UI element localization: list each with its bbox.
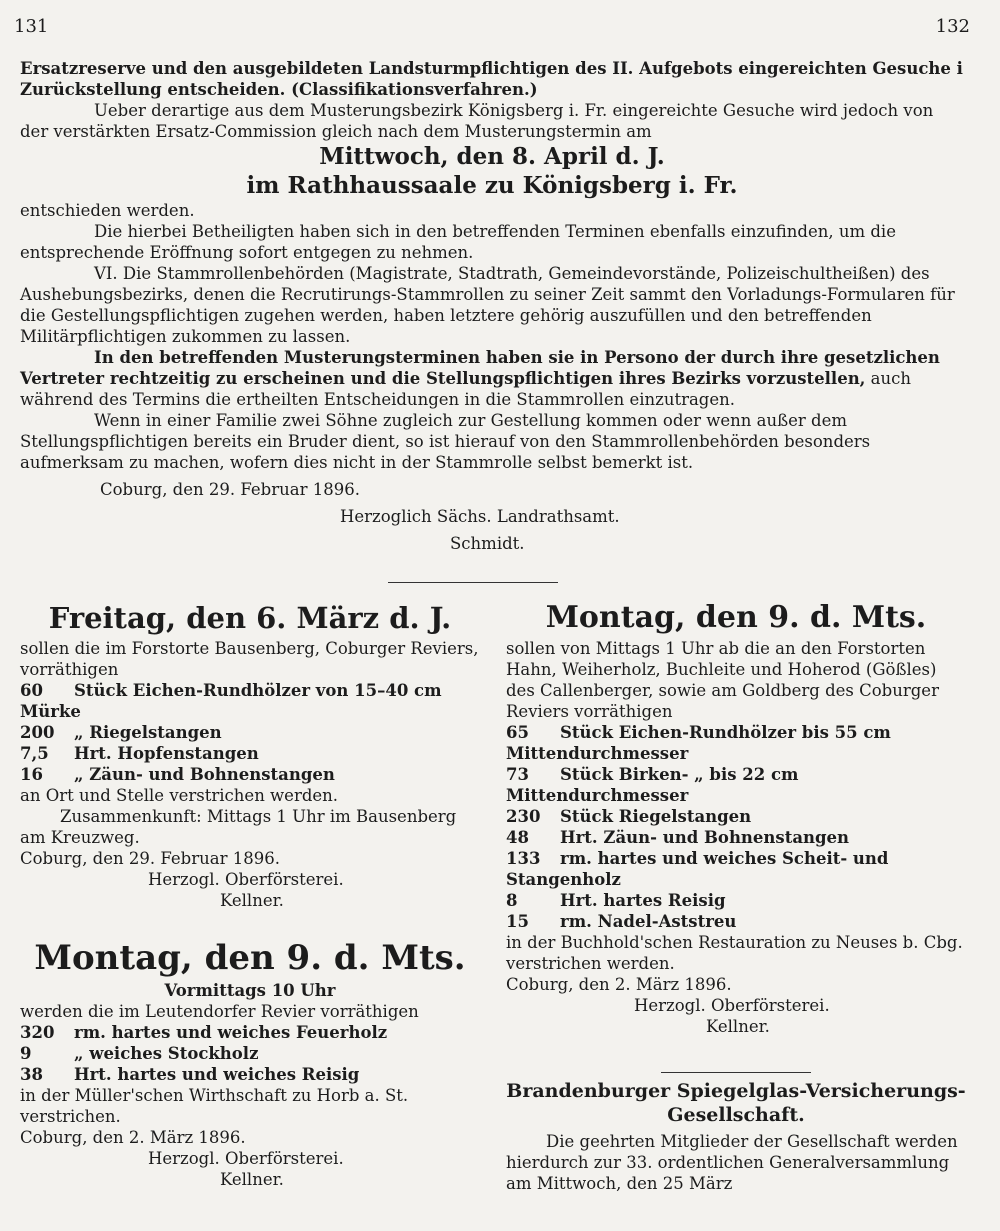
right-notice-1-item: 65 Stück Eichen-Rundhölzer bis 55 cm Mittendurchmesser [506,723,891,763]
right-notice-1-intro: sollen von Mittags 1 Uhr ab die an den Forstorten Hahn, Weiherholz, Buchleite und Hoherod (Gößles) des Callenberger, sowie am Goldberg des Coburger Reviers vorräthigen [506,639,939,721]
top-para4-rest: auch während des Termins die ertheilten Entscheidungen in die Stammrollen einzutragen. [20,369,912,409]
left-notice-1-meeting: Zusammenkunft: Mittags 1 Uhr im Bausenberg am Kreuzweg. [20,807,457,847]
left-notice-2-signature: Kellner. [220,1170,284,1189]
right-notice-2-text: Die geehrten Mitglieder der Gesellschaft werden hierdurch zur 33. ordentlichen Generalversammlung am Mittwoch, den 25 März [506,1132,958,1193]
page-number-left: 131 [14,16,49,37]
top-para4-bold: In den betreffenden Musterungsterminen haben sie in Persono der durch ihre gesetzlichen Vertreter rechtzeitig zu erscheinen und die Stellungspflichtigen ihres Bezirks vorzustellen, [20,348,940,388]
right-notice-1-authority: Herzogl. Oberförsterei. [634,996,830,1015]
right-notice-1-item: 8 Hrt. hartes Reisig [506,891,726,910]
left-notice-2 [20,936,480,1190]
left-notice-2-time: Vormittags 10 Uhr [164,981,336,1000]
left-notice-1-item: 7,5 Hrt. Hopfenstangen [20,744,259,763]
top-para4 [20,347,964,410]
right-notice-2-heading: Brandenburger Spiegelglas-Versicherungs-Gesellschaft. [506,1080,966,1126]
right-notice-1-item: 48 Hrt. Zäun- und Bohnenstangen [506,828,850,847]
left-notice-1-closing: an Ort und Stelle verstrichen werden. [20,786,339,805]
left-notice-2-authority: Herzogl. Oberförsterei. [148,1149,344,1168]
right-notice-1-closing: in der Buchhold'schen Restauration zu Neuses b. Cbg. verstrichen werden. [506,933,963,973]
top-dateline: Coburg, den 29. Februar 1896. [100,480,360,499]
left-notice-2-dateline: Coburg, den 2. März 1896. [20,1128,246,1147]
left-notice-1-intro: sollen die im Forstorte Bausenberg, Coburger Reviers, vorräthigen [20,639,479,679]
left-notice-2-heading: Montag, den 9. d. Mts. [34,938,466,978]
top-notice [20,58,964,554]
right-notice-1-signature: Kellner. [706,1017,770,1036]
top-signature: Schmidt. [450,534,525,553]
right-notice-1-item: 15 rm. Nadel-Aststreu [506,912,737,931]
top-place-line: im Rathhaussaale zu Königsberg i. Fr. [246,172,738,199]
top-para2: Die hierbei Betheiligten haben sich in den betreffenden Terminen ebenfalls einzufinden, um die entsprechende Eröffnung sofort entgegen zu nehmen. [20,222,896,262]
left-notice-1-item: 16 „ Zäun- und Bohnenstangen [20,765,335,784]
right-notice-1-heading: Montag, den 9. d. Mts. [545,600,927,635]
right-notice-1-item: 73 Stück Birken- „ bis 22 cm Mittendurchmesser [506,765,799,805]
left-notice-2-closing: in der Müller'schen Wirthschaft zu Horb a. St. verstrichen. [20,1086,409,1126]
right-notice-1 [506,598,966,1037]
left-notice-1-heading: Freitag, den 6. März d. J. [48,601,452,635]
left-notice-1-signature: Kellner. [220,891,284,910]
left-notice-2-intro: werden die im Leutendorfer Revier vorräthigen [20,1002,419,1021]
page-number-right: 132 [935,16,970,37]
top-date-line: Mittwoch, den 8. April d. J. [319,143,665,170]
right-notice-1-item: 133 rm. hartes und weiches Scheit- und Stangenholz [506,849,889,889]
right-notice-1-dateline: Coburg, den 2. März 1896. [506,975,732,994]
right-notice-1-item: 230 Stück Riegelstangen [506,807,752,826]
left-notice-1-item: 60 Stück Eichen-Rundhölzer von 15–40 cm Mürke [20,681,442,721]
top-para1: Ueber derartige aus dem Musterungsbezirk Königsberg i. Fr. eingereichte Gesuche wird jedoch von der verstärkten Ersatz-Commission gleich nach dem Musterungstermin am [20,101,934,141]
top-para3: VI. Die Stammrollenbehörden (Magistrate, Stadtrath, Gemeindevorstände, Polizeischultheißen) des Aushebungsbezirks, denen die Recrutirungs-Stammrollen zu seiner Zeit sammt den Vorladungs-Formularen für die Gestellungspflichtigen zugehen werden, haben letztere gehörig auszufüllen und den betreffenden Militärpflichtigen zukommen zu lassen. [20,264,955,346]
right-notice-2-divider [661,1072,811,1073]
top-line1: Ersatzreserve und den ausgebildeten Landsturmpflichtigen des II. Aufgebots eingereichten Gesuche i [20,59,963,78]
top-para5: Wenn in einer Familie zwei Söhne zugleich zur Gestellung kommen oder wenn außer dem Stellungspflichtigen bereits ein Bruder dient, so ist hierauf von den Stammrollenbehörden besonders aufmerksam zu machen, wofern dies nicht in der Stammrolle selbst bemerkt ist. [20,411,871,472]
top-decided: entschieden werden. [20,201,195,220]
section-divider [388,582,558,583]
left-notice-2-item: 320 rm. hartes und weiches Feuerholz [20,1023,388,1042]
left-notice-1 [20,598,480,911]
left-notice-1-dateline: Coburg, den 29. Februar 1896. [20,849,280,868]
right-notice-2 [506,1072,966,1194]
top-line2: Zurückstellung entscheiden. (Classifikationsverfahren.) [20,80,538,99]
top-authority: Herzoglich Sächs. Landrathsamt. [340,507,620,526]
left-notice-2-item: 38 Hrt. hartes und weiches Reisig [20,1065,360,1084]
left-notice-2-item: 9 „ weiches Stockholz [20,1044,259,1063]
left-notice-1-item: 200 „ Riegelstangen [20,723,222,742]
left-notice-1-authority: Herzogl. Oberförsterei. [148,870,344,889]
